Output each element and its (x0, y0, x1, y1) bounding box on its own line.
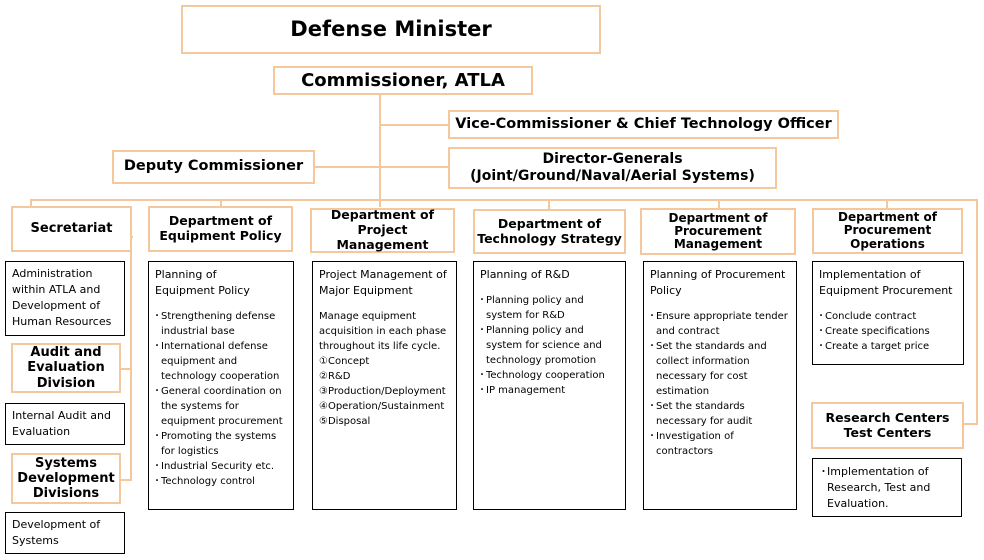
phase-item: ①Concept (319, 355, 370, 367)
list-item: ・ Strengthening defense industrial base (155, 309, 287, 339)
list-item: ・ Technology control (155, 474, 287, 489)
systems-desc-box (5, 512, 125, 554)
equipment-policy-desc-box (148, 261, 294, 510)
procurement-operations-list (819, 309, 957, 354)
procurement-operations-box (812, 208, 963, 254)
secretariat-label: Secretariat (30, 221, 113, 237)
technology-strategy-heading: Planning of R&D (480, 268, 570, 281)
project-management-desc-box (312, 261, 457, 510)
equipment-policy-heading: Planning of Equipment Policy (155, 268, 250, 297)
list-item: ・ Planning policy and system for R&D (480, 293, 619, 323)
vice-commissioner-box (448, 110, 839, 139)
connector-line (130, 236, 132, 481)
project-management-intro: Manage equipment acquisition in each phase throughout its life cycle. (319, 310, 447, 352)
audit-desc: Internal Audit and Evaluation (12, 409, 111, 438)
systems-division-label: Systems Development Divisions (17, 455, 115, 502)
defense-minister-label: Defense Minister (290, 17, 492, 42)
commissioner-box (273, 66, 533, 95)
phase-item: ④Operation/Sustainment (319, 400, 445, 412)
vice-commissioner-label: Vice-Commissioner & Chief Technology Officer (455, 115, 832, 132)
connector-line (313, 166, 450, 168)
connector-line (548, 199, 550, 209)
technology-strategy-desc-box (473, 261, 626, 510)
list-item: ・ Conclude contract (819, 309, 957, 324)
audit-division-box (11, 343, 121, 393)
secretariat-desc: Administration within ATLA and Development of Human Resources (12, 267, 112, 328)
list-item: ・ Technology cooperation (480, 368, 619, 383)
commissioner-label: Commissioner, ATLA (301, 69, 505, 91)
research-centers-desc-box (812, 458, 962, 517)
connector-line (963, 423, 978, 425)
procurement-management-heading: Planning of Procurement Policy (650, 268, 786, 297)
list-item: ・ Implementation of Research, Test and Evaluation. (821, 464, 953, 512)
list-item: ・ Planning policy and system for science and technology promotion (480, 323, 619, 368)
list-item: ・ Create specifications (819, 324, 957, 339)
phase-item: ②R&D (319, 370, 351, 382)
connector-line (379, 92, 381, 207)
technology-strategy-box (473, 209, 626, 254)
phase-item: ③Production/Deployment (319, 385, 446, 397)
list-item: ・ General coordination on the systems for equipment procurement (155, 384, 287, 429)
list-item: ・ Set the standards necessary for audit (650, 399, 790, 429)
systems-desc: Development of Systems (12, 518, 101, 547)
deputy-commissioner-box (112, 150, 315, 184)
phase-item: ⑤Disposal (319, 415, 371, 427)
connector-line (976, 199, 978, 425)
list-item: ・ Ensure appropriate tender and contract (650, 309, 790, 339)
procurement-management-box (640, 208, 796, 255)
defense-minister-box (181, 5, 601, 54)
procurement-management-desc-box (643, 261, 797, 510)
research-centers-box (811, 402, 964, 449)
procurement-operations-desc-box (812, 261, 964, 365)
procurement-management-list (650, 309, 790, 459)
procurement-operations-heading: Implementation of Equipment Procurement (819, 268, 953, 297)
technology-strategy-list (480, 293, 619, 398)
list-item: ・ Investigation of contractors (650, 429, 790, 459)
procurement-operations-title: Department of Procurement Operations (837, 210, 937, 251)
research-centers-list (821, 464, 953, 512)
secretariat-box (11, 206, 132, 252)
connector-line (30, 199, 978, 201)
list-item: ・ International defense equipment and technology cooperation (155, 339, 287, 384)
procurement-management-title: Department of Procurement Management (668, 210, 768, 252)
list-item: ・ Set the standards and collect information necessary for cost estimation (650, 339, 790, 399)
director-generals-label: Director-Generals (Joint/Ground/Naval/Aerial Systems) (470, 151, 755, 184)
equipment-policy-box (148, 206, 293, 252)
equipment-policy-title: Department of Equipment Policy (159, 213, 282, 243)
list-item: ・ IP management (480, 383, 619, 398)
research-centers-title: Research Centers Test Centers (825, 409, 950, 440)
secretariat-desc-box (5, 261, 125, 336)
list-item: ・ Industrial Security etc. (155, 459, 287, 474)
audit-desc-box (5, 403, 125, 445)
list-item: ・ Create a target price (819, 339, 957, 354)
connector-line (379, 124, 450, 126)
technology-strategy-title: Department of Technology Strategy (477, 215, 622, 246)
project-management-heading: Project Management of Major Equipment (319, 268, 447, 297)
project-management-box (310, 208, 455, 253)
project-management-title: Department of Project Management (330, 207, 435, 252)
list-item: ・ Promoting the systems for logistics (155, 429, 287, 459)
equipment-policy-list (155, 309, 287, 489)
audit-division-label: Audit and Evaluation Division (27, 345, 105, 391)
systems-division-box (11, 453, 121, 504)
director-generals-box (448, 147, 777, 189)
deputy-commissioner-label: Deputy Commissioner (123, 158, 304, 175)
